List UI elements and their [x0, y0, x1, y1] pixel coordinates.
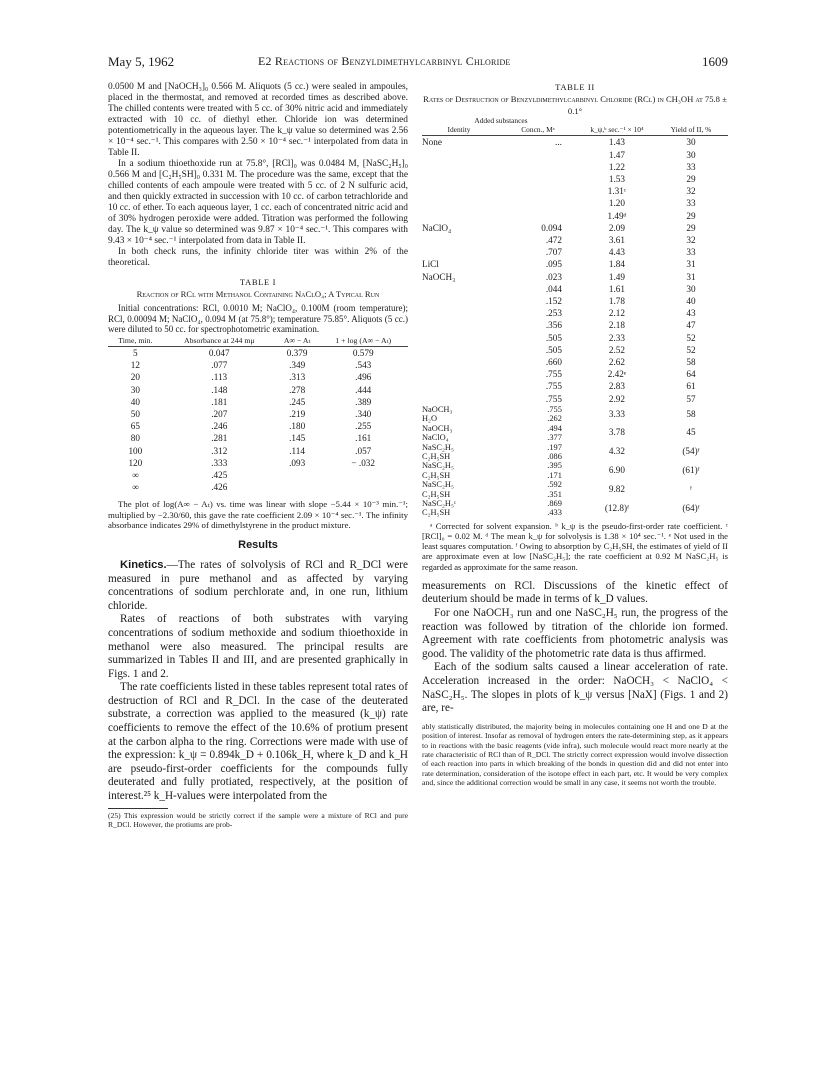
- table-1-conditions: Initial concentrations: RCl, 0.0010 M; NaClO₄, 0.100M (room temperature); RCl, 0.00094 M; NaClO₄, 0.094 M (at 75.8°); temperature 75.85°. Aliquots (5 cc.) were diluted to 50 cc. for spectrophotometric examination.: [108, 303, 408, 334]
- table-2-cell: 1.49: [608, 271, 625, 282]
- table-2-cell: [422, 185, 496, 197]
- table-2-label: TABLE II: [555, 82, 595, 92]
- table-2-cell: .755: [545, 381, 562, 392]
- table-1-cell: 5: [133, 347, 138, 358]
- table-2-cell: [422, 246, 496, 258]
- table-1-cell: .333: [211, 457, 228, 468]
- table-1-cell: 0.579: [352, 347, 374, 358]
- table-1-header: Time, min.: [108, 337, 163, 347]
- table-1-caption: Reaction of RCl with Methanol Containing NaClO₄; A Typical Run: [136, 289, 380, 299]
- table-2-cell: .494: [547, 423, 562, 433]
- table-1-cell: .313: [289, 372, 306, 383]
- table-1-cell: ∞: [132, 482, 139, 493]
- table-2-cell: NaSC₂H₅ᶜ: [422, 498, 457, 508]
- table-1-cell: .496: [355, 372, 372, 383]
- table-2-row: [422, 246, 728, 258]
- table-1-cell: ∞: [132, 469, 139, 480]
- table-2-cell: 3.33: [608, 408, 625, 419]
- issue-date: May 5, 1962: [108, 54, 175, 69]
- table-2-cell: 57: [686, 393, 696, 404]
- table-1-cell: 80: [130, 433, 140, 444]
- table-2-row: [422, 222, 728, 234]
- table-2-cell: NaClO₄: [422, 433, 449, 443]
- table-1-row: [108, 432, 408, 444]
- table-1-cell: .340: [355, 408, 372, 419]
- table-2-cell: 31: [686, 259, 696, 270]
- table-2-cell: 43: [686, 308, 696, 319]
- table-2-cell: 0.094: [541, 222, 562, 233]
- table-2-cell: .171: [547, 470, 562, 480]
- table-1-row: [108, 469, 408, 481]
- table-2-cell: (64)ᶠ: [682, 502, 700, 513]
- table-2-cell: 31: [686, 271, 696, 282]
- table-1-label: TABLE I: [239, 277, 277, 287]
- table-2-cell: [422, 149, 496, 161]
- table-1-cell: .207: [211, 408, 228, 419]
- table-2-cell: 30: [686, 137, 696, 148]
- table-2-cell: ᶠ: [690, 483, 692, 494]
- table-2-cell: [422, 295, 496, 307]
- table-2-cell: [496, 185, 580, 197]
- table-1-row: [108, 420, 408, 432]
- table-2-cell: .197: [547, 442, 562, 452]
- table-2-row: [422, 332, 728, 344]
- table-1-row: [108, 481, 408, 493]
- table-2-cell: 1.78: [608, 296, 625, 307]
- table-2-cell: 33: [686, 247, 696, 258]
- table-2-cell: [496, 161, 580, 173]
- table-2-cell: .351: [547, 489, 562, 499]
- table-2-cell: 9.82: [608, 483, 625, 494]
- table-1-row: [108, 384, 408, 396]
- table-1-row: [108, 346, 408, 359]
- table-2-row: [422, 295, 728, 307]
- table-2-cell: 33: [686, 198, 696, 209]
- table-1-cell: .057: [355, 445, 372, 456]
- table-2: [422, 117, 728, 518]
- table-2-cell: NaSC₂H₅: [422, 461, 454, 471]
- table-2-row: [422, 234, 728, 246]
- table-1-cell: 0.379: [286, 347, 308, 358]
- table-2-cell: 2.52: [608, 344, 625, 355]
- table-2-cell: 64: [686, 369, 696, 380]
- table-2-cell: 1.61: [608, 283, 625, 294]
- table-2-header: k_ψ,ᵇ sec.⁻¹ × 10⁴: [580, 126, 654, 136]
- table-2-cell: 2.12: [608, 308, 625, 319]
- table-1-cell: .219: [289, 408, 306, 419]
- table-2-row: [422, 173, 728, 185]
- table-1-cell: [318, 481, 408, 493]
- table-1-cell: 65: [130, 421, 140, 432]
- table-2-cell: NaClO₄: [422, 222, 452, 233]
- table-2-cell: 61: [686, 381, 696, 392]
- table-2-cell: .755: [545, 369, 562, 380]
- table-2-cell: ...: [555, 137, 562, 148]
- table-2-row: [422, 344, 728, 356]
- table-1-cell: 50: [130, 408, 140, 419]
- table-2-row: [422, 368, 728, 380]
- page-number: 1609: [702, 54, 728, 69]
- table-2-group-header: Added substances: [474, 116, 528, 125]
- table-2-cell: NaOCH₃: [422, 404, 453, 414]
- left-column: [108, 82, 408, 829]
- table-2-row: [422, 136, 728, 149]
- table-2-cell: .262: [547, 414, 562, 424]
- table-1-cell: 0.047: [208, 347, 230, 358]
- table-1-cell: 100: [128, 445, 143, 456]
- table-2-row: [422, 393, 728, 405]
- table-2-cell: 2.42ᵉ: [607, 369, 627, 380]
- table-2-cell: [422, 307, 496, 319]
- table-2-cell: (12.8)ᶠ: [604, 502, 629, 513]
- table-2-cell: [422, 380, 496, 392]
- table-1-cell: .349: [289, 360, 306, 371]
- table-2-row: [422, 499, 728, 508]
- table-2-row: [422, 149, 728, 161]
- table-2-cell: C₂H₅SH: [422, 451, 451, 461]
- table-2-cell: [422, 332, 496, 344]
- table-2-cell: 1.49ᵈ: [607, 210, 627, 221]
- table-2-cell: .023: [545, 271, 562, 282]
- table-1-cell: .543: [355, 360, 372, 371]
- table-2-cell: .095: [545, 259, 562, 270]
- table-1-cell: .278: [289, 384, 306, 395]
- table-2-caption: Rates of Destruction of Benzyldimethylcarbinyl Chloride (RCl) in CH₃OH at 75.8 ± 0.1°: [423, 94, 727, 116]
- table-1-cell: − .032: [351, 457, 375, 468]
- table-2-cell: NaSC₂H₅: [422, 442, 454, 452]
- table-2-cell: LiCl: [422, 259, 439, 270]
- table-2-cell: NaOCH₃: [422, 423, 453, 433]
- table-2-cell: [422, 344, 496, 356]
- table-2-cell: .505: [545, 344, 562, 355]
- table-2-cell: 29: [686, 210, 696, 221]
- table-2-cell: 32: [686, 186, 696, 197]
- table-1-cell: [276, 469, 319, 481]
- table-2-cell: [422, 234, 496, 246]
- table-2-cell: [496, 149, 580, 161]
- table-1-cell: [276, 481, 319, 493]
- body-paragraph: —The rates of solvolysis of RCl and R_DCl were measured in pure methanol and as affected by varying concentrations of sodium perchlorate and, in one run, lithium chloride.: [108, 558, 408, 612]
- table-2-cell: 33: [686, 161, 696, 172]
- table-2-cell: 1.53: [608, 174, 625, 185]
- table-2-cell: 1.84: [608, 259, 625, 270]
- body-paragraph: Rates of reactions of both substrates with varying concentrations of sodium methoxide and sodium thioethoxide in methanol were also measured. The principal results are summarized in Tables II and III, and are presented graphically in Figs. 1 and 2.: [108, 613, 408, 680]
- table-2-cell: 45: [686, 427, 696, 438]
- table-1-row: [108, 457, 408, 469]
- table-2-row: [422, 356, 728, 368]
- table-2-cell: .044: [545, 283, 562, 294]
- table-2-cell: 40: [686, 296, 696, 307]
- table-1-cell: .281: [211, 433, 228, 444]
- table-2-row: [422, 271, 728, 283]
- intro-paragraph: In both check runs, the infinity chloride titer was within 2% of the theoretical.: [108, 247, 408, 268]
- table-2-header: Yield of II, %: [654, 126, 728, 136]
- table-1-cell: .145: [289, 433, 306, 444]
- table-2-cell: 2.33: [608, 332, 625, 343]
- table-1-cell: 12: [130, 360, 140, 371]
- intro-paragraph: 0.0500 M and [NaOCH₃]₀ 0.566 M. Aliquots (5 cc.) were sealed in ampoules, placed in the thermostat, and removed at recorded times as described above. The chilled contents were treated with 5 cc. of 30% nitric acid and immediately extracted with 10 cc. of diethyl ether. Chloride ion was determined potentiometrically in the aqueous layer. The k_ψ value so determined was 2.56 × 10⁻⁴ sec.⁻¹. This compares with 2.50 × 10⁻⁴ sec.⁻¹ interpolated from data in Table II.: [108, 82, 408, 158]
- table-2-row: [422, 319, 728, 331]
- table-2-row: [422, 424, 728, 433]
- table-2-row: [422, 210, 728, 222]
- table-1-row: [108, 371, 408, 383]
- table-2-row: [422, 197, 728, 209]
- table-2-cell: .707: [545, 247, 562, 258]
- table-1-cell: 120: [128, 457, 143, 468]
- table-2-cell: C₂H₅SH: [422, 508, 451, 518]
- table-2-cell: .395: [547, 461, 562, 471]
- table-1-cell: .246: [211, 421, 228, 432]
- table-2-cell: [422, 173, 496, 185]
- table-2-cell: [496, 210, 580, 222]
- kinetics-label: Kinetics.: [120, 558, 167, 571]
- table-2-cell: 4.43: [608, 247, 625, 258]
- table-2-cell: 30: [686, 283, 696, 294]
- table-2-cell: 58: [686, 408, 696, 419]
- table-2-cell: 3.78: [608, 427, 625, 438]
- table-2-cell: 2.92: [608, 393, 625, 404]
- table-2-cell: [496, 197, 580, 209]
- table-2-cell: [422, 210, 496, 222]
- table-2-cell: 1.31ᶜ: [607, 186, 627, 197]
- table-2-header: Concn., Mᵃ: [496, 126, 580, 136]
- table-1-cell: .093: [289, 457, 306, 468]
- table-2-cell: [422, 161, 496, 173]
- table-2-cell: NaSC₂H₅: [422, 480, 454, 490]
- table-2-cell: .592: [547, 480, 562, 490]
- table-2-cell: 2.62: [608, 357, 625, 368]
- table-1: [108, 337, 408, 494]
- table-1-cell: .077: [211, 360, 228, 371]
- table-2-cell: C₂H₅SH: [422, 470, 451, 480]
- table-2-cell: 2.83: [608, 381, 625, 392]
- table-1-cell: .312: [211, 445, 228, 456]
- table-2-row: [422, 185, 728, 197]
- table-1-cell: 40: [130, 396, 140, 407]
- table-2-cell: 52: [686, 344, 696, 355]
- table-2-cell: .377: [547, 433, 562, 443]
- table-1-row: [108, 445, 408, 457]
- table-1-cell: .114: [289, 445, 305, 456]
- table-2-row: [422, 283, 728, 295]
- table-2-cell: .472: [545, 235, 562, 246]
- table-2-cell: .152: [545, 296, 562, 307]
- table-1-cell: .180: [289, 421, 306, 432]
- table-2-cell: 6.90: [608, 465, 625, 476]
- table-2-cell: C₂H₅SH: [422, 489, 451, 499]
- table-2-cell: H₂O: [422, 414, 438, 424]
- table-2-cell: .253: [545, 308, 562, 319]
- intro-paragraph: In a sodium thioethoxide run at 75.8°, [RCl]₀ was 0.0484 M, [NaSC₂H₅]₀ 0.566 M and [C₂H₅SH]₀ 0.331 M. The procedure was the same, except that the chilled contents of each ampoule were treated with 5 cc. of 2 N sulfuric acid, and then quickly extracted in succession with 10 cc. of carbon tetrachloride and 10 cc. of ether. To each aqueous layer, 1 cc. each of concentrated nitric acid and of 30% hydrogen peroxide were added. Titration was performed the following day. The k_ψ value so determined was 9.87 × 10⁻⁴ sec.⁻¹. This compares with 9.43 × 10⁻⁴ sec.⁻¹ interpolated from data in Table II.: [108, 159, 408, 246]
- table-2-row: [422, 307, 728, 319]
- table-2-row: [422, 258, 728, 270]
- right-column: [422, 82, 728, 788]
- table-2-cell: (54)ᶠ: [682, 446, 700, 457]
- table-2-cell: [422, 319, 496, 331]
- table-2-cell: [422, 368, 496, 380]
- table-1-header: 1 + log (A∞ − Aₜ): [318, 337, 408, 347]
- body-paragraph: measurements on RCl. Discussions of the kinetic effect of deuterium should be made in terms of k_D values.: [422, 579, 728, 606]
- table-2-footer: ᵃ Corrected for solvent expansion. ᵇ k_ψ is the pseudo-first-order rate coefficient. ᶜ [RCl]₀ = 0.02 M. ᵈ The mean k_ψ for solvolysis is 1.38 × 10⁴ sec.⁻¹. ᵉ Not used in the least squares computation. ᶠ Owing to absorption by C₂H₅SH, the estimates of yield of II are approximate even at low [NaSC₂H₅]; the rate coefficient at 0.92 M NaSC₂H₅ is regarded as approximate for the same reason.: [422, 520, 728, 572]
- footnote-25-continued: ably statistically distributed, the majority being in molecules containing one H and one D at the position of interest. Insofar as removal of hydrogen enters the rate-determining step, as it appears to in reactions with the basic reagents (vide infra), such molecule would react more nearly at the rate characteristic of RCl than of R_DCl. The strictly correct expression would involve dissection of each reaction into parts in which breaking of the bonds in question did and did not enter into rate determination, consideration of the isotope effect in each part, etc. It would be very complex and, since the additional correction would be small in any case, it seems not worth the trouble.: [422, 721, 728, 788]
- table-2-cell: 47: [686, 320, 696, 331]
- table-2-cell: [422, 393, 496, 405]
- table-2-cell: .086: [547, 451, 562, 461]
- table-2-cell: [496, 173, 580, 185]
- table-2-header: Identity: [422, 126, 496, 136]
- table-2-cell: 3.61: [608, 235, 625, 246]
- table-1-cell: [318, 469, 408, 481]
- table-1-cell: .148: [211, 384, 228, 395]
- table-1-row: [108, 396, 408, 408]
- running-title: E2 Reactions of Benzyldimethylcarbinyl Chloride: [258, 54, 511, 68]
- table-1-cell: .255: [355, 421, 372, 432]
- body-paragraph: The rate coefficients listed in these tables represent total rates of destruction of RCl and R_DCl. In the case of the deuterated substrate, a correction was applied to the measured (k_ψ) rate coefficients to remove the effect of the 10.6% of protium present at the carbon alpha to the ring. Corrections were made with use of the expression: k_ψ = 0.894k_D + 0.106k_H, where k_D and k_H are pseudo-first-order coefficients for the compounds fully deuterated and fully protiated, respectively, at the position of interest.²⁵ k_H-values were interpolated from the: [108, 681, 408, 803]
- table-2-cell: 58: [686, 357, 696, 368]
- body-paragraph: Each of the sodium salts caused a linear acceleration of rate. Acceleration increased in the order: NaOCH₃ < NaClO₄ < NaSC₂H₅. The slopes in plots of k_ψ versus [NaX] (Figs. 1 and 2) are, re-: [422, 661, 728, 715]
- table-2-row: [422, 161, 728, 173]
- table-1-header: Absorbance at 244 mμ: [163, 337, 276, 347]
- table-1-row: [108, 408, 408, 420]
- table-1-footer: The plot of log(A∞ − Aₜ) vs. time was linear with slope −5.44 × 10⁻³ min.⁻¹; multiplied by −2.30/60, this gave the rate coefficient 2.09 × 10⁻⁴ sec.⁻¹. The infinity absorbance indicates 29% of dimethylstyrene in the product mixture.: [108, 499, 408, 530]
- table-2-cell: 32: [686, 235, 696, 246]
- footnote-rule: [108, 808, 168, 809]
- table-2-cell: .660: [545, 357, 562, 368]
- table-1-cell: .181: [211, 396, 228, 407]
- table-2-cell: 52: [686, 332, 696, 343]
- table-1-cell: .161: [355, 433, 372, 444]
- table-2-cell: NaOCH₃: [422, 271, 456, 282]
- table-2-row: [422, 480, 728, 489]
- table-2-cell: 1.43: [608, 137, 625, 148]
- table-2-row: [422, 405, 728, 414]
- table-1-cell: 30: [130, 384, 140, 395]
- table-1-cell: .444: [355, 384, 372, 395]
- table-1-row: [108, 359, 408, 371]
- table-1-cell: .389: [355, 396, 372, 407]
- table-2-cell: None: [422, 137, 442, 148]
- table-2-cell: .869: [547, 498, 562, 508]
- table-1-cell: .245: [289, 396, 306, 407]
- table-2-row: [422, 461, 728, 470]
- table-2-cell: 2.09: [608, 222, 625, 233]
- table-2-cell: 1.47: [608, 149, 625, 160]
- table-2-cell: .356: [545, 320, 562, 331]
- section-heading-results: Results: [238, 538, 278, 551]
- table-1-cell: .113: [211, 372, 228, 383]
- table-2-cell: [422, 197, 496, 209]
- body-paragraph: For one NaOCH₃ run and one NaSC₂H₅ run, the progress of the reaction was followed by titration of the chloride ion formed. Agreement with rate coefficients from photometric analysis was good. The validity of the photometric rate data is thus affirmed.: [422, 606, 728, 660]
- table-1-cell: .426: [211, 482, 228, 493]
- table-2-cell: 2.18: [608, 320, 625, 331]
- footnote-25: (25) This expression would be strictly correct if the sample were a mixture of RCl and pure R_DCl. However, the protiums are prob-: [108, 810, 408, 829]
- table-2-cell: .433: [547, 508, 562, 518]
- table-2-cell: (61)ᶠ: [682, 465, 700, 476]
- page-header: [108, 54, 728, 70]
- table-2-cell: .755: [545, 393, 562, 404]
- table-2-cell: 29: [686, 174, 696, 185]
- table-2-cell: 1.22: [608, 161, 625, 172]
- table-2-cell: [422, 356, 496, 368]
- table-2-cell: .755: [547, 404, 562, 414]
- table-2-cell: .505: [545, 332, 562, 343]
- table-2-cell: 1.20: [608, 198, 625, 209]
- table-2-cell: [422, 283, 496, 295]
- table-2-cell: 29: [686, 222, 696, 233]
- table-2-row: [422, 443, 728, 452]
- table-2-row: [422, 380, 728, 392]
- table-1-cell: 20: [130, 372, 140, 383]
- table-1-header: A∞ − Aₜ: [276, 337, 319, 347]
- table-2-cell: 4.32: [608, 446, 625, 457]
- table-1-cell: .425: [211, 469, 228, 480]
- table-2-cell: 30: [686, 149, 696, 160]
